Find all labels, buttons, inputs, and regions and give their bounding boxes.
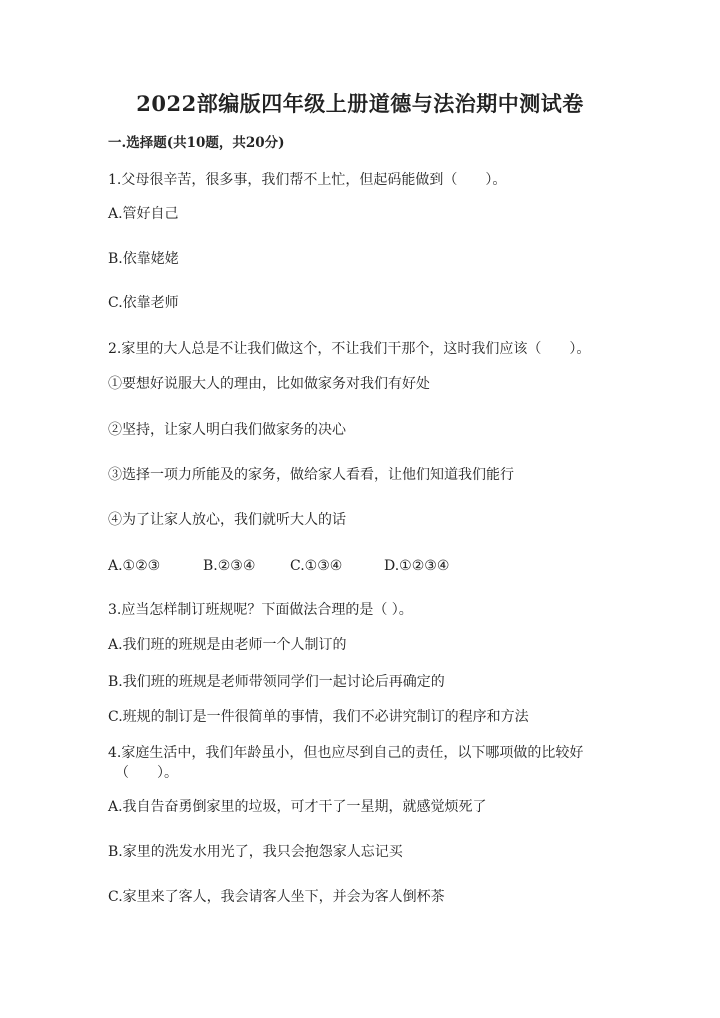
question-2-option-b[interactable]: B.②③④ [203, 558, 256, 574]
question-3-option-a[interactable]: A.我们班的班规是由老师一个人制订的 [108, 637, 347, 653]
question-3-stem: 3.应当怎样制订班规呢？下面做法合理的是（ ）。 [108, 602, 413, 618]
question-2-option-d[interactable]: D.①②③④ [384, 558, 450, 574]
question-2-item-4: ④为了让家人放心，我们就听大人的话 [108, 512, 346, 528]
question-4-option-c[interactable]: C.家里来了客人，我会请客人坐下，并会为客人倒杯茶 [108, 889, 445, 905]
section-heading: 一.选择题(共10题，共20分) [108, 135, 285, 151]
question-4-option-a[interactable]: A.我自告奋勇倒家里的垃圾，可才干了一星期，就感觉烦死了 [108, 799, 487, 815]
question-1-stem: 1.父母很辛苦，很多事，我们帮不上忙，但起码能做到（ ）。 [108, 172, 507, 188]
question-2-item-3: ③选择一项力所能及的家务，做给家人看看，让他们知道我们能行 [108, 467, 514, 483]
question-1-option-a[interactable]: A.管好自己 [108, 206, 179, 222]
question-2-option-c[interactable]: C.①③④ [290, 558, 343, 574]
question-3-option-c[interactable]: C.班规的制订是一件很简单的事情，我们不必讲究制订的程序和方法 [108, 709, 529, 725]
question-3-option-b[interactable]: B.我们班的班规是老师带领同学们一起讨论后再确定的 [108, 674, 445, 690]
question-2-item-2: ②坚持，让家人明白我们做家务的决心 [108, 422, 346, 438]
question-1-option-b[interactable]: B.依靠姥姥 [108, 251, 179, 267]
question-4-stem-continuation: （ ）。 [115, 765, 178, 781]
question-2-item-1: ①要想好说服大人的理由，比如做家务对我们有好处 [108, 376, 430, 392]
question-4-option-b[interactable]: B.家里的洗发水用光了，我只会抱怨家人忘记买 [108, 844, 403, 860]
question-2-option-a[interactable]: A.①②③ [108, 558, 161, 574]
question-2-stem: 2.家里的大人总是不让我们做这个，不让我们干那个，这时我们应该（ ）。 [108, 341, 591, 357]
question-1-option-c[interactable]: C.依靠老师 [108, 295, 179, 311]
question-4-stem: 4.家庭生活中，我们年龄虽小，但也应尽到自己的责任，以下哪项做的比较好 [108, 745, 584, 761]
question-2-options [108, 556, 449, 576]
page-title: 2022部编版四年级上册道德与法治期中测试卷 [136, 91, 584, 116]
